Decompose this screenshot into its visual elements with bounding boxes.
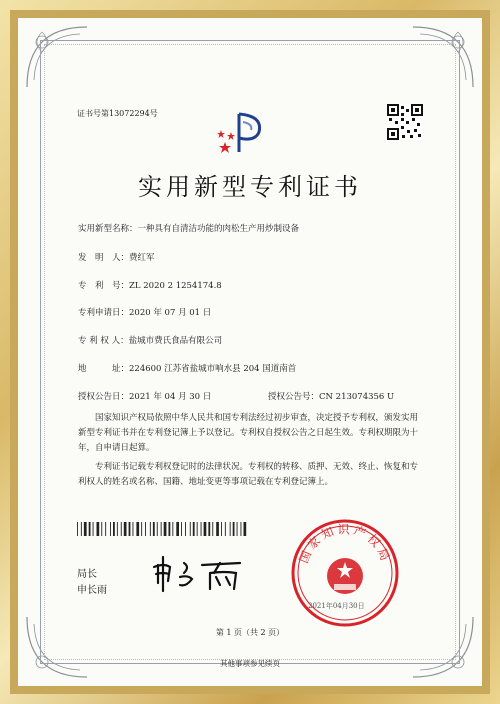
barcode-bar [77, 522, 78, 536]
barcode-bar [201, 522, 202, 536]
barcode-bar [136, 522, 139, 536]
barcode-bar [84, 522, 87, 536]
barcode-bar [145, 522, 146, 536]
barcode-bar [244, 522, 247, 536]
label-grant-date: 授权公告日： [78, 392, 130, 402]
row-inventor [78, 251, 155, 263]
barcode-bar [153, 522, 155, 536]
body-paragraph-2: 专利证书记载专利权登记时的法律状况。专利权的转移、质押、无效、终止、恢复和专利权人的姓名或名称、国籍、地址变更等事项记载在专利登记簿上。 [78, 462, 419, 487]
barcode-bar [216, 522, 219, 536]
barcode-bar [129, 522, 131, 536]
value-patent-number: ZL 2020 2 1254174.8 [129, 281, 222, 291]
value-inventor: 费红军 [129, 253, 155, 263]
barcode-bar [164, 522, 167, 536]
barcode-bar [101, 522, 102, 536]
barcode-bar [117, 522, 118, 536]
signature-title-director: 局长 [77, 569, 97, 580]
handwritten-signature [150, 553, 250, 593]
barcode-bar [157, 522, 158, 536]
barcode-bar [133, 522, 134, 536]
barcode-bar [176, 522, 179, 536]
value-patentee: 盐城市费氏食品有限公司 [128, 336, 223, 346]
label-inventor: 发 明 人： [78, 253, 130, 263]
row-patentee [78, 334, 222, 346]
value-filing-date: 2020 年 07 月 01 日 [129, 308, 212, 318]
label-address: 地 址： [78, 364, 130, 374]
value-grant-number: CN 213074356 U [319, 392, 395, 402]
barcode-bar [233, 522, 235, 536]
value-grant-date: 2021 年 04 月 30 日 [129, 392, 212, 402]
barcode-bar [113, 522, 115, 536]
body-paragraph-1: 国家知识产权局依照中华人民共和国专利法经过初步审查，决定授予专利权，颁发实用新型专利证书并在专利登记簿上予以登记。专利权自授权公告之日起生效。专利权期限为十年，自申请日起算。 [78, 413, 419, 453]
value-patent-name: 一种具有自清洁功能的肉松生产用炒制设备 [137, 224, 300, 234]
barcode-bar [193, 522, 195, 536]
row-patent-number [78, 279, 222, 291]
label-patent-name: 实用新型名称： [78, 224, 138, 234]
certificate-number: 证书号第13072294号 [77, 109, 158, 118]
barcode-bar [225, 522, 226, 536]
certificate-title: 实用新型专利证书 [138, 173, 362, 201]
row-grant-date [78, 390, 211, 402]
cnipa-logo-icon [213, 108, 269, 160]
barcode-bar [97, 522, 100, 536]
label-patent-number: 专 利 号： [78, 281, 130, 291]
barcode-bar [185, 522, 186, 536]
row-patent-name [78, 222, 299, 234]
row-filing-date [78, 306, 211, 318]
barcode-bar [241, 522, 242, 536]
barcode-bar [124, 522, 127, 536]
svg-text:国家知识产权局: 国家知识产权局 [296, 522, 394, 566]
barcode-bar [237, 522, 238, 536]
row-address [78, 362, 296, 374]
barcode-bar [121, 522, 122, 536]
signature-title-name: 申长雨 [77, 585, 107, 596]
official-seal [290, 518, 400, 628]
barcode-bar [169, 522, 171, 536]
continuation-note: 其他事项参见续页 [220, 659, 280, 668]
barcode-bar [81, 522, 82, 536]
label-filing-date: 专利申请日： [78, 308, 130, 318]
label-patentee: 专 利 权 人： [78, 336, 129, 346]
barcode-bar [172, 522, 173, 536]
barcode-bar [93, 522, 94, 536]
barcode-bar [89, 522, 91, 536]
barcode-bar [221, 522, 222, 536]
seal-date: 2021年04月30日 [308, 602, 365, 610]
qr-code-icon [387, 104, 423, 140]
barcode-bar [212, 522, 213, 536]
page-number: 第 1 页（共 2 页） [215, 628, 285, 637]
barcode-bar [208, 522, 210, 536]
value-address: 224600 江苏省盐城市响水县 204 国道南首 [129, 364, 297, 374]
barcode-bar [230, 522, 231, 536]
barcode-bar [141, 522, 142, 536]
barcode-bar [197, 522, 198, 536]
label-grant-number: 授权公告号： [268, 392, 320, 402]
barcode-bar [105, 522, 106, 536]
barcode-bar [190, 522, 191, 536]
barcode-bar [110, 522, 111, 536]
barcode-bar [204, 522, 207, 536]
row-grant-number [268, 390, 394, 402]
barcode-bar [181, 522, 182, 536]
barcode-bar [161, 522, 162, 536]
barcode-bar [150, 522, 151, 536]
barcode-icon [77, 522, 247, 536]
